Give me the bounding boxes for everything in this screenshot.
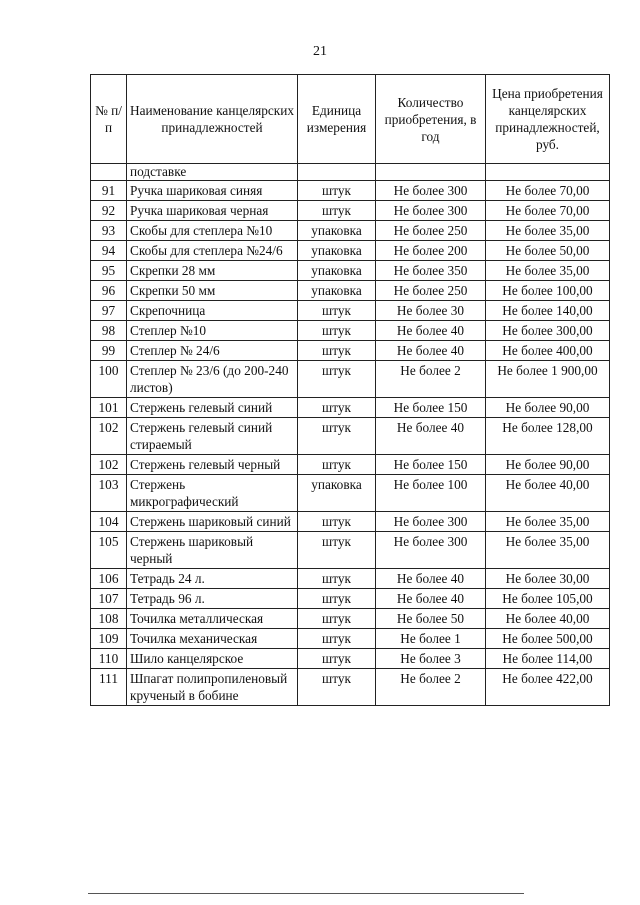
cell-name: Степлер № 24/6 <box>127 341 298 361</box>
table-row <box>91 512 610 532</box>
cell-num: 111 <box>91 669 127 706</box>
cell-qty: Не более 200 <box>376 241 486 261</box>
cell-unit: штук <box>298 629 376 649</box>
header-qty: Количество приобретения, в год <box>376 75 486 164</box>
header-num: № п/п <box>91 75 127 164</box>
table-row-continuation <box>91 164 610 181</box>
table-header <box>91 75 610 164</box>
cell-price: Не более 105,00 <box>486 589 610 609</box>
cell-name: Ручка шариковая черная <box>127 201 298 221</box>
cell-price: Не более 500,00 <box>486 629 610 649</box>
cell-name: Скобы для степлера №24/6 <box>127 241 298 261</box>
cell-qty: Не более 2 <box>376 669 486 706</box>
cell-unit: штук <box>298 321 376 341</box>
table-row <box>91 669 610 706</box>
cell-num: 102 <box>91 418 127 455</box>
cell-price: Не более 30,00 <box>486 569 610 589</box>
cell-num: 105 <box>91 532 127 569</box>
page-number: 21 <box>313 44 327 59</box>
cell-qty: Не более 150 <box>376 455 486 475</box>
cell-num: 99 <box>91 341 127 361</box>
cell-unit: штук <box>298 181 376 201</box>
cell-unit: штук <box>298 418 376 455</box>
table-row <box>91 418 610 455</box>
cell-qty: Не более 40 <box>376 321 486 341</box>
cell-unit: штук <box>298 609 376 629</box>
cell-qty: Не более 350 <box>376 261 486 281</box>
cell-name: Шило канцелярское <box>127 649 298 669</box>
cell-name: Скрепки 28 мм <box>127 261 298 281</box>
cell-num: 98 <box>91 321 127 341</box>
cell-price: Не более 35,00 <box>486 532 610 569</box>
cell-name: Скрепочница <box>127 301 298 321</box>
cell-name: Стержень гелевый синий <box>127 398 298 418</box>
cell-price: Не более 70,00 <box>486 201 610 221</box>
cell-name: Шпагат полипропиленовый крученый в бобине <box>127 669 298 706</box>
cell-qty: Не более 300 <box>376 181 486 201</box>
cell-unit: упаковка <box>298 261 376 281</box>
cell-qty: Не более 40 <box>376 341 486 361</box>
cell-num: 101 <box>91 398 127 418</box>
table-row <box>91 629 610 649</box>
cell-num: 104 <box>91 512 127 532</box>
table-row <box>91 301 610 321</box>
cell-name: Стержень гелевый черный <box>127 455 298 475</box>
cell-price: Не более 50,00 <box>486 241 610 261</box>
cell-qty: Не более 2 <box>376 361 486 398</box>
cell-qty: Не более 40 <box>376 569 486 589</box>
cell-num: 102 <box>91 455 127 475</box>
cell-num: 108 <box>91 609 127 629</box>
cell-unit: штук <box>298 532 376 569</box>
cell-price: Не более 35,00 <box>486 221 610 241</box>
cell-qty: Не более 1 <box>376 629 486 649</box>
cell-name: Скрепки 50 мм <box>127 281 298 301</box>
cell-name: Точилка механическая <box>127 629 298 649</box>
table-row <box>91 361 610 398</box>
table-row <box>91 455 610 475</box>
cell-name: Стержень гелевый синий стираемый <box>127 418 298 455</box>
cell-num: 94 <box>91 241 127 261</box>
cell-qty: Не более 50 <box>376 609 486 629</box>
cell-unit: упаковка <box>298 221 376 241</box>
cell-price: Не более 100,00 <box>486 281 610 301</box>
table-row <box>91 241 610 261</box>
cell-unit: штук <box>298 669 376 706</box>
cell-price: Не более 70,00 <box>486 181 610 201</box>
cell-name: Тетрадь 96 л. <box>127 589 298 609</box>
footer-rule <box>88 893 524 894</box>
cell-unit: штук <box>298 589 376 609</box>
cell-price: Не более 90,00 <box>486 398 610 418</box>
table-row <box>91 221 610 241</box>
table-row <box>91 341 610 361</box>
cell-num: 100 <box>91 361 127 398</box>
cell-qty: Не более 300 <box>376 512 486 532</box>
cell-price: Не более 128,00 <box>486 418 610 455</box>
cell-unit: штук <box>298 341 376 361</box>
cell-qty: Не более 250 <box>376 281 486 301</box>
cell-price: Не более 300,00 <box>486 321 610 341</box>
cell-unit: штук <box>298 301 376 321</box>
cell-unit: штук <box>298 201 376 221</box>
table-row <box>91 321 610 341</box>
cell-price: Не более 35,00 <box>486 261 610 281</box>
cell-unit: упаковка <box>298 475 376 512</box>
cell-unit: штук <box>298 398 376 418</box>
cell-name: подставке <box>127 164 298 181</box>
cell-price: Не более 1 900,00 <box>486 361 610 398</box>
cell-unit: штук <box>298 649 376 669</box>
cell-unit <box>298 164 376 181</box>
table-row <box>91 261 610 281</box>
table-row <box>91 201 610 221</box>
cell-num: 106 <box>91 569 127 589</box>
cell-qty: Не более 300 <box>376 532 486 569</box>
header-unit: Единица измерения <box>298 75 376 164</box>
cell-name: Точилка металлическая <box>127 609 298 629</box>
cell-price: Не более 400,00 <box>486 341 610 361</box>
cell-num: 96 <box>91 281 127 301</box>
cell-qty: Не более 40 <box>376 418 486 455</box>
cell-qty: Не более 300 <box>376 201 486 221</box>
cell-qty: Не более 250 <box>376 221 486 241</box>
cell-num <box>91 164 127 181</box>
cell-num: 107 <box>91 589 127 609</box>
table-body <box>91 164 610 706</box>
table-row <box>91 589 610 609</box>
header-price: Цена приобретения канцелярских принадлежностей, руб. <box>486 75 610 164</box>
cell-price: Не более 114,00 <box>486 649 610 669</box>
table-row <box>91 569 610 589</box>
cell-price: Не более 40,00 <box>486 609 610 629</box>
cell-unit: штук <box>298 512 376 532</box>
cell-qty: Не более 40 <box>376 589 486 609</box>
table-row <box>91 398 610 418</box>
cell-name: Скобы для степлера №10 <box>127 221 298 241</box>
cell-name: Стержень шариковый черный <box>127 532 298 569</box>
cell-num: 92 <box>91 201 127 221</box>
cell-price: Не более 40,00 <box>486 475 610 512</box>
cell-unit: штук <box>298 361 376 398</box>
cell-qty: Не более 30 <box>376 301 486 321</box>
cell-qty <box>376 164 486 181</box>
table-row <box>91 609 610 629</box>
cell-unit: упаковка <box>298 241 376 261</box>
header-name: Наименование канцелярских принадлежностей <box>127 75 298 164</box>
cell-num: 109 <box>91 629 127 649</box>
cell-unit: штук <box>298 455 376 475</box>
cell-qty: Не более 150 <box>376 398 486 418</box>
cell-price <box>486 164 610 181</box>
cell-price: Не более 140,00 <box>486 301 610 321</box>
cell-num: 110 <box>91 649 127 669</box>
cell-qty: Не более 3 <box>376 649 486 669</box>
cell-unit: штук <box>298 569 376 589</box>
table-row <box>91 475 610 512</box>
cell-name: Тетрадь 24 л. <box>127 569 298 589</box>
cell-num: 97 <box>91 301 127 321</box>
cell-num: 93 <box>91 221 127 241</box>
supplies-table <box>90 74 610 706</box>
cell-name: Степлер № 23/6 (до 200-240 листов) <box>127 361 298 398</box>
cell-num: 91 <box>91 181 127 201</box>
table-row <box>91 281 610 301</box>
cell-num: 103 <box>91 475 127 512</box>
cell-price: Не более 35,00 <box>486 512 610 532</box>
cell-name: Стержень шариковый синий <box>127 512 298 532</box>
cell-name: Стержень микрографический <box>127 475 298 512</box>
cell-num: 95 <box>91 261 127 281</box>
cell-price: Не более 90,00 <box>486 455 610 475</box>
table-row <box>91 532 610 569</box>
cell-qty: Не более 100 <box>376 475 486 512</box>
cell-name: Ручка шариковая синяя <box>127 181 298 201</box>
table-row <box>91 181 610 201</box>
cell-price: Не более 422,00 <box>486 669 610 706</box>
header-row <box>91 75 610 164</box>
cell-name: Степлер №10 <box>127 321 298 341</box>
cell-unit: упаковка <box>298 281 376 301</box>
table-row <box>91 649 610 669</box>
